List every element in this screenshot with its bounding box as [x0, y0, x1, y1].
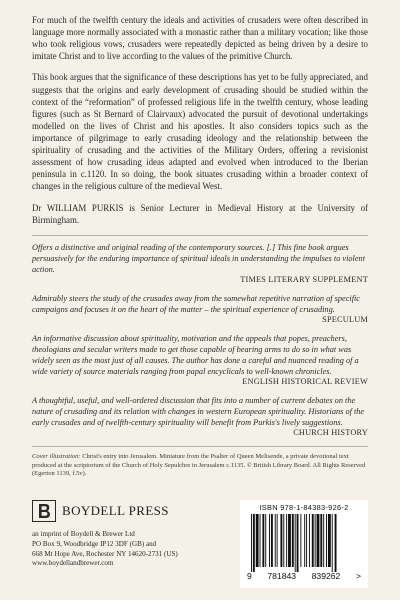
review-quote: A thoughtful, useful, and well-ordered discussion that fits into a number of current debates on the nature of crusading and its relation with changes in western European spirituality. Historians of the early crusades and of twelfth-century spirituality will benefit from Purkis's lively suggestions. [32, 396, 365, 428]
publisher-website: www.boydellandbrewer.com [32, 559, 114, 568]
ean-addon: > [355, 571, 361, 581]
review-quote: An informative discussion about spirituality, motivation and the appeals that popes, preachers, theologians and secular writers made to get those capable of bearing arms to do so in what was widely seen as the most just of all causes. The author has done a careful and nuanced reading of a wide variety of source materials ranging from papal encyclicals to well-known chronicles. [32, 333, 359, 377]
ean-left-group: 781843 [267, 571, 297, 581]
review-item [32, 333, 368, 387]
blurb-paragraph-2: This book argues that the significance of these descriptions has yet to be fully appreciated, and suggests that the origins and early development of crusading should be studied within the context of the “reformation” of professed religious life in the twelfth century, whose leading figures (such as St Bernard of Clairvaux) advocated the pursuit of devotional undertakings modelled on the lives of Christ and his apostles. It also considers topics such as the importance of pilgrimage to early crusading ideology and the relationship between the spirituality of crusading and the activities of the Military Orders, offering a revisionist assessment of how crusading ideas adapted and evolved when introduced to the Iberian peninsula in c.1120. In so doing, the book situates crusading within a broader context of changes in the religious culture of the medieval West. [32, 72, 368, 192]
publisher-name: BOYDELL PRESS [62, 503, 169, 518]
publisher-detail-line: PO Box 9, Woodbridge IP12 3DF (GB) and [32, 539, 157, 548]
divider [32, 446, 368, 447]
publisher-detail-line: 668 Mt Hope Ave, Rochester NY 14620-2731 (US) [32, 549, 178, 558]
divider [32, 235, 368, 236]
boydell-b-logo-icon [32, 500, 56, 522]
publisher-brand [32, 500, 169, 522]
review-source: TIMES LITERARY SUPPLEMENT [240, 274, 368, 284]
review-quote: Offers a distinctive and original reading of the contemporary sources. [.] This fine book argues persuasively for the enduring importance of spiritual ideals in understanding the impulses to violent action. [32, 242, 365, 274]
footer [32, 500, 368, 590]
cover-illustration-text: Christ's entry into Jerusalem. Miniature from the Psalter of Queen Melisende, a private devotional text produced at the scriptorium of the Church of Holy Sepulchre in Jerusalem c.1135. © British Library Board. All Rights Reserved (Egerton 1139, f.5v). [32, 453, 366, 478]
cover-illustration-credit [32, 453, 368, 478]
review-list [32, 242, 368, 439]
barcode-panel [240, 500, 368, 588]
author-bio: Dr WILLIAM PURKIS is Senior Lecturer in Medieval History at the University of Birmingham. [32, 202, 368, 225]
review-source: CHURCH HISTORY [293, 428, 368, 438]
ean-number [246, 571, 362, 581]
review-quote: Admirably steers the study of the crusades away from the somewhat repetitive narration of specific campaigns and focuses it on the heart of the matter – the spiritual experience of crusading. [32, 293, 360, 314]
publisher-address [32, 530, 178, 569]
blurb-paragraph-1: For much of the twelfth century the ideals and activities of crusaders were often described in language more normally associated with a monastic rather than a military vocation; like those who took religious vows, crusaders were repeatedly depicted as being driven by a desire to imitate Christ and to live according to the values of the primitive Church. [32, 15, 368, 62]
publisher-detail-line: an imprint of Boydell & Brewer Ltd [32, 530, 135, 538]
review-source: ENGLISH HISTORICAL REVIEW [242, 377, 368, 387]
review-item [32, 395, 368, 438]
barcode-icon [249, 514, 359, 572]
review-source: SPECULUM [322, 314, 368, 324]
ean-first-digit: 9 [247, 571, 252, 581]
review-item [32, 242, 368, 285]
book-blurb [32, 14, 368, 226]
review-item [32, 293, 368, 325]
isbn-label: ISBN 978-1-84383-926-2 [259, 503, 349, 512]
cover-illustration-label: Cover illustration: [32, 453, 81, 461]
ean-right-group: 839262 [311, 571, 341, 581]
